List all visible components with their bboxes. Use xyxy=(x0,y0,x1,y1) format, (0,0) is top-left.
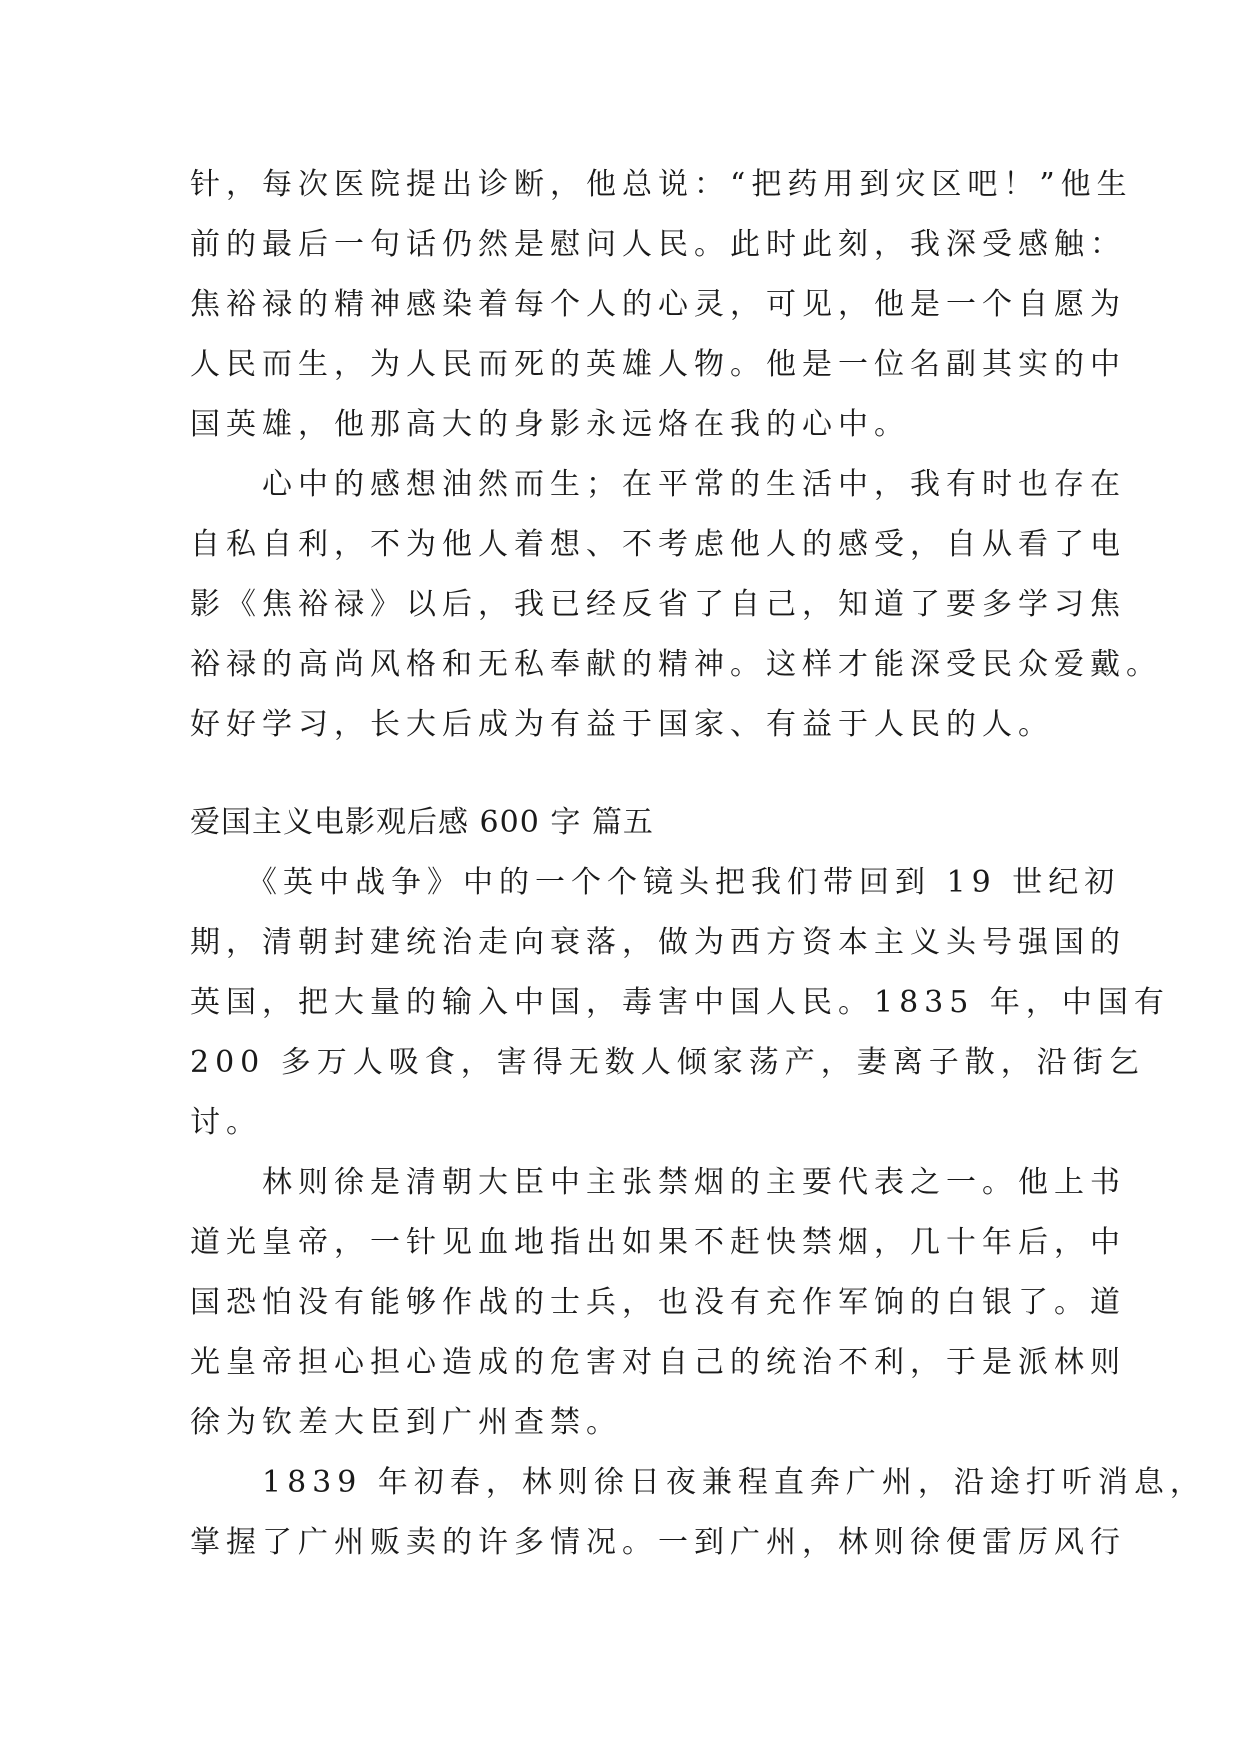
text-line: 讨。 xyxy=(190,1105,262,1140)
text-line: 英国，把大量的输入中国，毒害中国人民。1835 年，中国有 xyxy=(190,985,1170,1020)
paragraph-4 xyxy=(190,1153,1126,1453)
text-line: 心中的感想油然而生；在平常的生活中，我有时也存在 xyxy=(190,467,1126,502)
text-line: 国恐怕没有能够作战的士兵，也没有充作军饷的白银了。道 xyxy=(190,1285,1126,1320)
text-line: 影《焦裕禄》以后，我已经反省了自己，知道了要多学习焦 xyxy=(190,587,1126,622)
paragraph-2 xyxy=(190,455,1162,755)
text-line: 200 多万人吸食，害得无数人倾家荡产，妻离子散，沿街乞 xyxy=(190,1045,1145,1080)
text-line: 国英雄，他那高大的身影永远烙在我的心中。 xyxy=(190,407,910,442)
paragraph-3 xyxy=(190,853,1170,1153)
text-line: 林则徐是清朝大臣中主张禁烟的主要代表之一。他上书 xyxy=(190,1165,1126,1200)
text-line: 针，每次医院提出诊断，他总说：“把药用到灾区吧！”他生 xyxy=(190,167,1133,202)
text-line: 道光皇帝，一针见血地指出如果不赶快禁烟，几十年后，中 xyxy=(190,1225,1126,1260)
section-spacer xyxy=(190,755,1058,793)
paragraph-5 xyxy=(190,1453,1206,1573)
text-line: 人民而生，为人民而死的英雄人物。他是一位名副其实的中 xyxy=(190,347,1126,382)
section-heading: 爱国主义电影观后感 600 字 篇五 xyxy=(190,805,654,840)
text-line: 前的最后一句话仍然是慰问人民。此时此刻，我深受感触： xyxy=(190,227,1126,262)
text-line: 裕禄的高尚风格和无私奉献的精神。这样才能深受民众爱戴。 xyxy=(190,647,1162,682)
text-line: 焦裕禄的精神感染着每个人的心灵，可见，他是一个自愿为 xyxy=(190,287,1126,322)
text-line: 《英中战争》中的一个个镜头把我们带回到 19 世纪初 xyxy=(190,865,1121,900)
document-page xyxy=(190,155,1206,1573)
text-line: 好好学习，长大后成为有益于国家、有益于人民的人。 xyxy=(190,707,1054,742)
text-line: 期，清朝封建统治走向衰落，做为西方资本主义头号强国的 xyxy=(190,925,1126,960)
text-line: 1839 年初春，林则徐日夜兼程直奔广州，沿途打听消息， xyxy=(190,1465,1206,1500)
text-line: 自私自利，不为他人着想、不考虑他人的感受，自从看了电 xyxy=(190,527,1126,562)
paragraph-1 xyxy=(190,155,1133,455)
text-line: 光皇帝担心担心造成的危害对自己的统治不利，于是派林则 xyxy=(190,1345,1126,1380)
text-line: 掌握了广州贩卖的许多情况。一到广州，林则徐便雷厉风行 xyxy=(190,1525,1126,1560)
text-line: 徐为钦差大臣到广州查禁。 xyxy=(190,1405,622,1440)
